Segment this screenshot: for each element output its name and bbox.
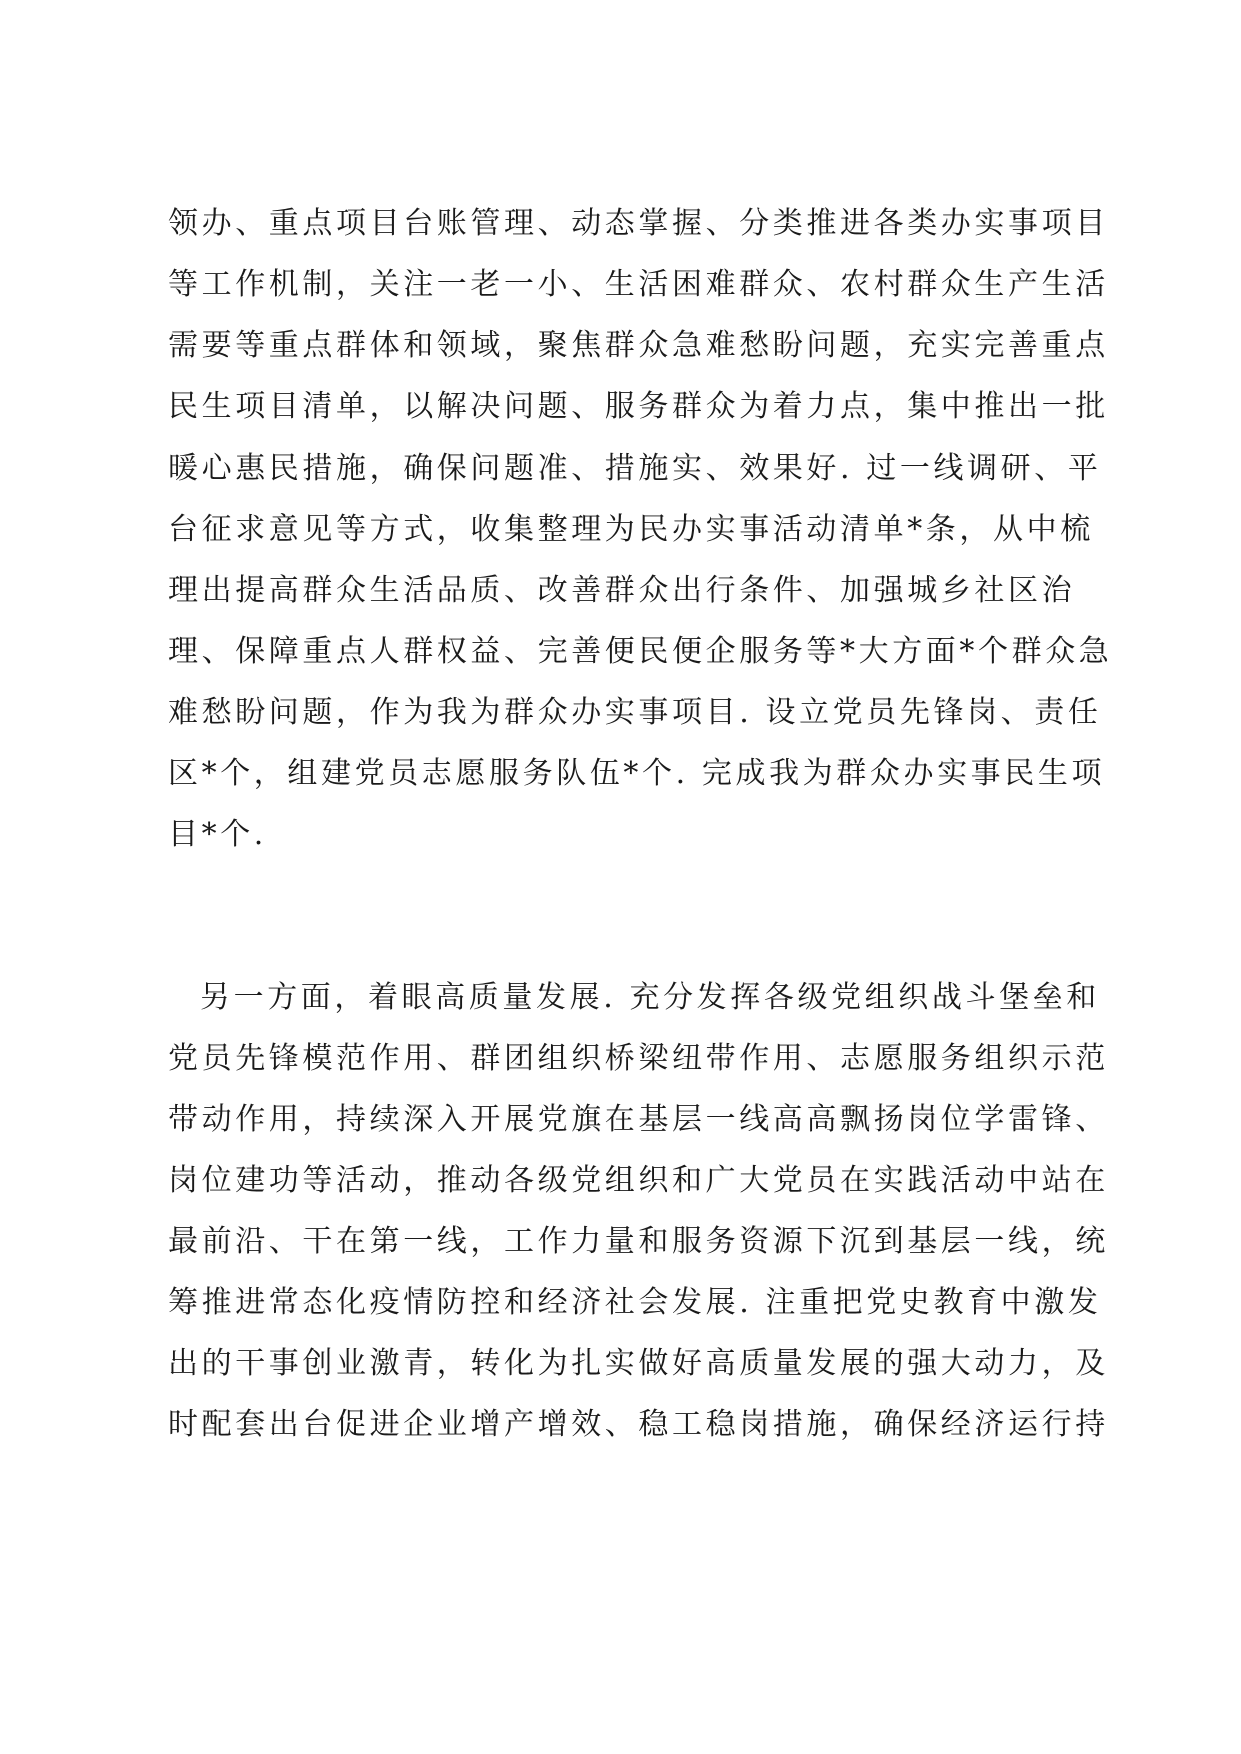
paragraph-line: 民生项目清单，以解决问题、服务群众为着力点，集中推出一批 [168, 389, 1109, 424]
paragraph-line: 暖心惠民措施，确保问题准、措施实、效果好. 过一线调研、平 [168, 451, 1102, 486]
paragraph-line: 等工作机制，关注一老一小、生活困难群众、农村群众生产生活 [168, 267, 1109, 302]
paragraph-line: 难愁盼问题，作为我为群众办实事项目. 设立党员先锋岗、责任 [168, 695, 1102, 730]
paragraph-line: 出的干事创业激青，转化为扎实做好高质量发展的强大动力，及 [168, 1346, 1109, 1381]
paragraph-line: 需要等重点群体和领域，聚焦群众急难愁盼问题，充实完善重点 [168, 328, 1109, 363]
paragraph-line: 理出提高群众生活品质、改善群众出行条件、加强城乡社区治 [168, 573, 1076, 608]
paragraph-line: 另一方面，着眼高质量发展. 充分发挥各级党组织战斗堡垒和 [200, 980, 1100, 1015]
paragraph-line: 最前沿、干在第一线，工作力量和服务资源下沉到基层一线，统 [168, 1224, 1109, 1259]
paragraph-line: 筹推进常态化疫情防控和经济社会发展. 注重把党史教育中激发 [168, 1285, 1102, 1320]
paragraph-line: 时配套出台促进企业增产增效、稳工稳岗措施，确保经济运行持 [168, 1407, 1109, 1442]
paragraph-line: 区*个，组建党员志愿服务队伍*个. 完成我为群众办实事民生项 [168, 756, 1106, 791]
paragraph-line: 岗位建功等活动，推动各级党组织和广大党员在实践活动中站在 [168, 1163, 1109, 1198]
paragraph-line: 理、保障重点人群权益、完善便民便企服务等*大方面*个群众急 [168, 634, 1113, 669]
paragraph-line: 党员先锋模范作用、群团组织桥梁纽带作用、志愿服务组织示范 [168, 1041, 1109, 1076]
paragraph-line: 领办、重点项目台账管理、动态掌握、分类推进各类办实事项目 [168, 206, 1109, 241]
paragraph-line: 目*个. [168, 817, 267, 852]
paragraph-line: 带动作用，持续深入开展党旗在基层一线高高飘扬岗位学雷锋、 [168, 1102, 1109, 1137]
paragraph-line: 台征求意见等方式，收集整理为民办实事活动清单*条，从中梳 [168, 512, 1094, 547]
